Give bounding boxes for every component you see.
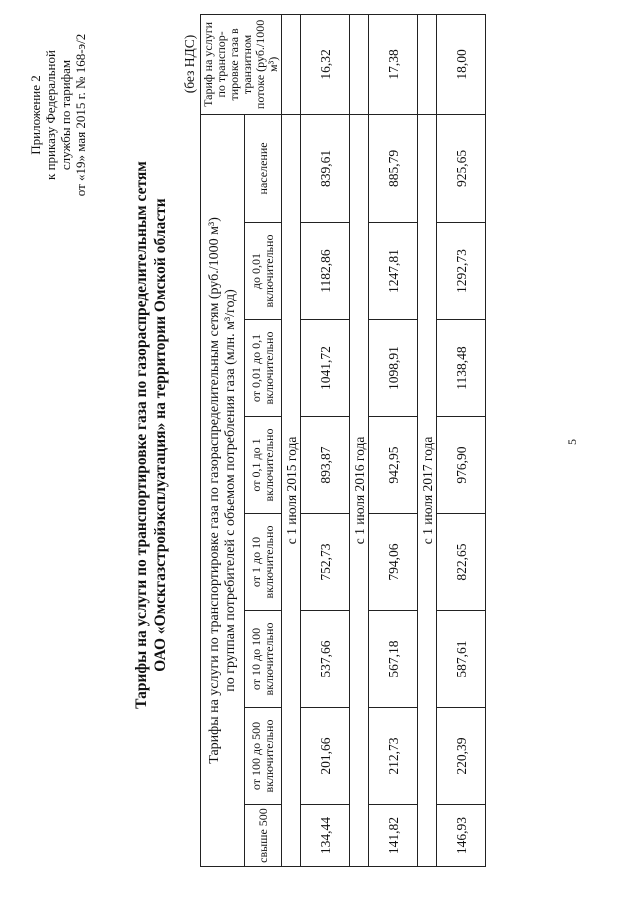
column-header: от 1 до 10 включительно	[245, 514, 282, 611]
table-row	[369, 14, 418, 866]
vat-note: (без НДС)	[182, 34, 197, 94]
appendix-label: Приложение 2	[28, 75, 43, 155]
column-header: от 100 до 500 включительно	[245, 708, 282, 805]
column-header: от 10 до 100 включительно	[245, 611, 282, 708]
table-row	[437, 14, 486, 866]
tariff-cell: 1247,81	[369, 223, 418, 320]
tariff-cell: 885,79	[369, 114, 418, 222]
tariff-cell: 1182,86	[301, 223, 350, 320]
period-label: с 1 июля 2017 года	[418, 114, 437, 866]
blank-cell	[350, 14, 369, 114]
tariff-cell: 537,66	[301, 611, 350, 708]
tariff-cell: 893,87	[301, 417, 350, 514]
column-header: от 0,01 до 0,1 включительно	[245, 320, 282, 417]
tariff-cell: 1098,91	[369, 320, 418, 417]
blank-cell	[282, 14, 301, 114]
tariff-cell: 1041,72	[301, 320, 350, 417]
tariff-cell: 141,82	[369, 805, 418, 867]
transit-tariff-cell: 17,38	[369, 14, 418, 114]
order-line: к приказу Федеральной	[43, 50, 58, 180]
title-line-1: Тарифы на услуги по транспортировке газа по газораспределительным сетям	[133, 161, 150, 709]
tariff-cell: 925,65	[437, 114, 486, 222]
tariff-cell: 942,95	[369, 417, 418, 514]
appendix-header	[28, 25, 88, 205]
transit-header: Тариф на услуги по транспор-тировке газа в транзитном потоке (руб./1000 м³)	[201, 14, 282, 114]
group-header-line-1: Тарифы на услуги по транспортировке газа по газораспределительным сетям (руб./1000 м³)	[206, 217, 222, 764]
tariff-cell: 201,66	[301, 708, 350, 805]
tariff-cell: 1138,48	[437, 320, 486, 417]
column-header: от 0,1 до 1 включительно	[245, 417, 282, 514]
tariff-cell: 567,18	[369, 611, 418, 708]
blank-cell	[418, 14, 437, 114]
order-date-line: от «19» мая 2015 г. № 168-э/2	[73, 33, 88, 197]
tariff-cell: 212,73	[369, 708, 418, 805]
tariff-cell: 794,06	[369, 514, 418, 611]
period-label: с 1 июля 2015 года	[282, 114, 301, 866]
group-header-cell	[201, 114, 245, 866]
column-header: свыше 500	[245, 805, 282, 867]
tariff-cell: 1292,73	[437, 223, 486, 320]
column-header: до 0,01 включительно	[245, 223, 282, 320]
tariff-cell: 976,90	[437, 417, 486, 514]
document-title	[132, 65, 170, 805]
table-row	[301, 14, 350, 866]
page-number: 5	[565, 439, 579, 445]
tariff-cell: 839,61	[301, 114, 350, 222]
group-header-line-2: по группам потребителей с объемом потребления газа (млн. м³/год)	[222, 289, 238, 692]
transit-tariff-cell: 16,32	[301, 14, 350, 114]
tariff-cell: 752,73	[301, 514, 350, 611]
tariff-table	[200, 14, 486, 867]
column-header: население	[245, 114, 282, 222]
transit-tariff-cell: 18,00	[437, 14, 486, 114]
tariff-cell: 822,65	[437, 514, 486, 611]
tariff-cell: 587,61	[437, 611, 486, 708]
period-label: с 1 июля 2016 года	[350, 114, 369, 866]
tariff-cell: 146,93	[437, 805, 486, 867]
tariff-cell: 134,44	[301, 805, 350, 867]
agency-line: службы по тарифам	[58, 59, 73, 171]
title-line-2: ОАО «Омскгазстройэксплуатация» на территории Омской области	[152, 198, 169, 672]
tariff-cell: 220,39	[437, 708, 486, 805]
